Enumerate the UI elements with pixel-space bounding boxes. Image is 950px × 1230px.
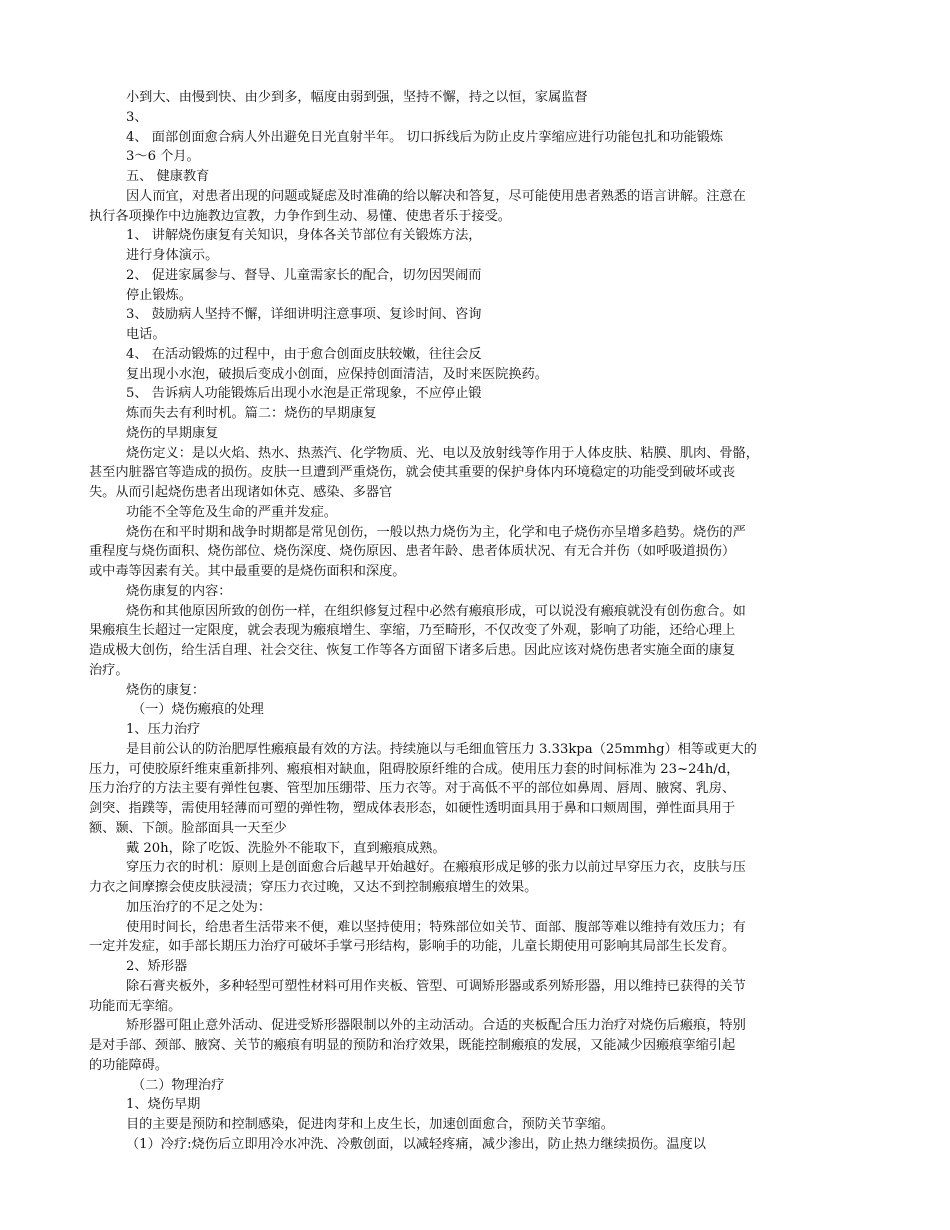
text-line: 1、 讲解烧伤康复有关知识，身体各关节部位有关锻炼方法， (126, 228, 482, 244)
text-line: 4、 面部创面愈合病人外出避免日光直射半年。 切口拆线后为防止皮片挛缩应进行功能包扎和功能锻炼 (126, 129, 724, 145)
text-line: 是目前公认的防治肥厚性瘢痕最有效的方法。持续施以与毛细血管压力 3.33kpa（25mmhg）相等或更大的 (126, 741, 757, 757)
text-line: 小到大、由慢到快、由少到多，幅度由弱到强，坚持不懈，持之以恒，家属监督 (126, 90, 588, 105)
text-line: 果瘢痕生长超过一定限度，就会表现为瘢痕增生、挛缩，乃至畸形，不仅改变了外观，影响了功能，还给心理上 (89, 623, 736, 639)
text-line: 烧伤的康复： (126, 682, 206, 698)
text-line: 穿压力衣的时机：原则上是创面愈合后越早开始越好。在瘢痕形成足够的张力以前过早穿压力衣，皮肤与压 (126, 860, 746, 876)
text-line: 压力治疗的方法主要有弹性包裹、管型加压绷带、压力衣等。对于高低不平的部位如鼻周、唇周、腋窝、乳房、 (89, 781, 736, 797)
text-line: 功能不全等危及生命的严重并发症。 (126, 504, 337, 520)
text-line: 力衣之间摩擦会使皮肤浸渍；穿压力衣过晚，又达不到控制瘢痕增生的效果。 (89, 880, 538, 895)
text-line: 甚至内脏器官等造成的损伤。皮肤一旦遭到严重烧伤，就会使其重要的保护身体内环境稳定的功能受到破坏或丧 (89, 465, 736, 481)
text-line: 矫形器可阻止意外活动、促进受矫形器限制以外的主动活动。合适的夹板配合压力治疗对烧伤后瘢痕，特别 (126, 1018, 746, 1034)
text-line: 加压治疗的不足之处为： (126, 899, 272, 915)
text-line: 2、矫形器 (126, 959, 188, 974)
text-line: 治疗。 (89, 662, 129, 678)
text-line: 进行身体演示。 (126, 248, 219, 263)
text-line: 除石膏夹板外，多种轻型可塑性材料可用作夹板、管型、可调矫形器或系列矫形器，用以维持已获得的关节 (126, 978, 746, 994)
text-line: 3、 鼓励病人坚持不懈，详细讲明注意事项、复诊时间、咨询 (126, 307, 482, 323)
text-line: 目的主要是预防和控制感染，促进肉芽和上皮生长，加速创面愈合，预防关节挛缩。 (126, 1117, 614, 1132)
text-line: 3～6 个月。 (126, 149, 200, 165)
text-line: 4、 在活动锻炼的过程中，由于愈合创面皮肤较嫩，往往会反 (126, 346, 482, 362)
text-line: 烧伤的早期康复 (126, 425, 219, 441)
text-line: 重程度与烧伤面积、烧伤部位、烧伤深度、烧伤原因、患者年龄、患者体质状况、有无合并伤（如呼吸道损伤） (89, 544, 736, 560)
text-line: （一）烧伤瘢痕的处理 (132, 702, 264, 718)
text-line: 1、烧伤早期 (126, 1097, 201, 1113)
text-line: 失。从而引起烧伤患者出现诸如休克、感染、多器官 (89, 485, 393, 500)
text-line: 剑突、指蹼等，需使用轻薄而可塑的弹性物，塑成体表形态，如硬性透明面具用于鼻和口颊周围，弹性面具用于 (89, 801, 736, 816)
text-line: 电话。 (126, 327, 166, 342)
text-line: 功能而无挛缩。 (89, 998, 182, 1014)
text-line: 2、 促进家属参与、督导、儿童需家长的配合，切勿因哭闹而 (126, 267, 482, 283)
text-line: 是对手部、颈部、腋窝、关节的瘢痕有明显的预防和治疗效果，既能控制瘢痕的发展，又能减少因瘢痕挛缩引起 (89, 1038, 736, 1053)
text-line: 使用时间长，给患者生活带来不便，难以坚持使用；特殊部位如关节、面部、腹部等难以维持有效压力；有 (126, 919, 746, 935)
text-line: 1、压力治疗 (126, 722, 201, 737)
text-line: 烧伤康复的内容： (126, 583, 232, 599)
text-line: 烧伤和其他原因所致的创伤一样，在组织修复过程中必然有瘢痕形成，可以说没有瘢痕就没有创伤愈合。如 (126, 603, 746, 619)
text-line: 停止锻炼。 (126, 287, 192, 303)
text-line: 执行各项操作中边施教边宣教，力争作到生动、易懂、使患者乐于接受。 (89, 208, 511, 224)
text-line: 因人而宜，对患者出现的问题或疑虑及时准确的给以解决和答复，尽可能使用患者熟悉的语言讲解。注意在 (126, 188, 746, 204)
text-line: 烧伤在和平时期和战争时期都是常见创伤，一般以热力烧伤为主，化学和电子烧伤亦呈增多趋势。烧伤的严 (126, 524, 746, 540)
text-line: 烧伤定义：是以火焰、热水、热蒸汽、化学物质、光、电以及放射线等作用于人体皮肤、粘膜、肌肉、骨骼， (126, 445, 759, 461)
text-line: （二）物理治疗 (132, 1077, 225, 1093)
text-line: （1）冷疗:烧伤后立即用冷水冲洗、冷敷创面，以减轻疼痛，减少渗出，防止热力继续损伤。温度以 (126, 1136, 706, 1152)
text-line: 一定并发症，如手部长期压力治疗可破坏手掌弓形结构，影响手的功能，儿童长期使用可影响其局部生长发育。 (89, 939, 736, 955)
text-line: 压力，可使胶原纤维束重新排列、瘢痕相对缺血，阻碍胶原纤维的合成。使用压力套的时间标准为 23~24h/d， (89, 761, 740, 777)
text-line: 额、颞、下颌。脸部面具一天至少 (89, 820, 287, 836)
text-line: 五、 健康教育 (126, 169, 210, 184)
text-line: 复出现小水泡，破损后变成小创面，应保持创面清洁，及时来医院换药。 (126, 366, 548, 382)
text-line: 的功能障碍。 (89, 1057, 169, 1073)
text-line: 3、 (126, 109, 148, 125)
text-line: 造成极大创伤，给生活自理、社会交往、恢复工作等各方面留下诸多后患。因此应该对烧伤患者实施全面的康复 (89, 643, 736, 658)
text-line: 炼而失去有利时机。篇二：烧伤的早期康复 (126, 406, 377, 421)
text-line: 戴 20h，除了吃饭、洗脸外不能取下，直到瘢痕成熟。 (126, 840, 446, 856)
text-line: 或中毒等因素有关。其中最重要的是烧伤面积和深度。 (89, 564, 406, 579)
text-line: 5、 告诉病人功能锻炼后出现小水泡是正常现象，不应停止锻 (126, 386, 482, 402)
